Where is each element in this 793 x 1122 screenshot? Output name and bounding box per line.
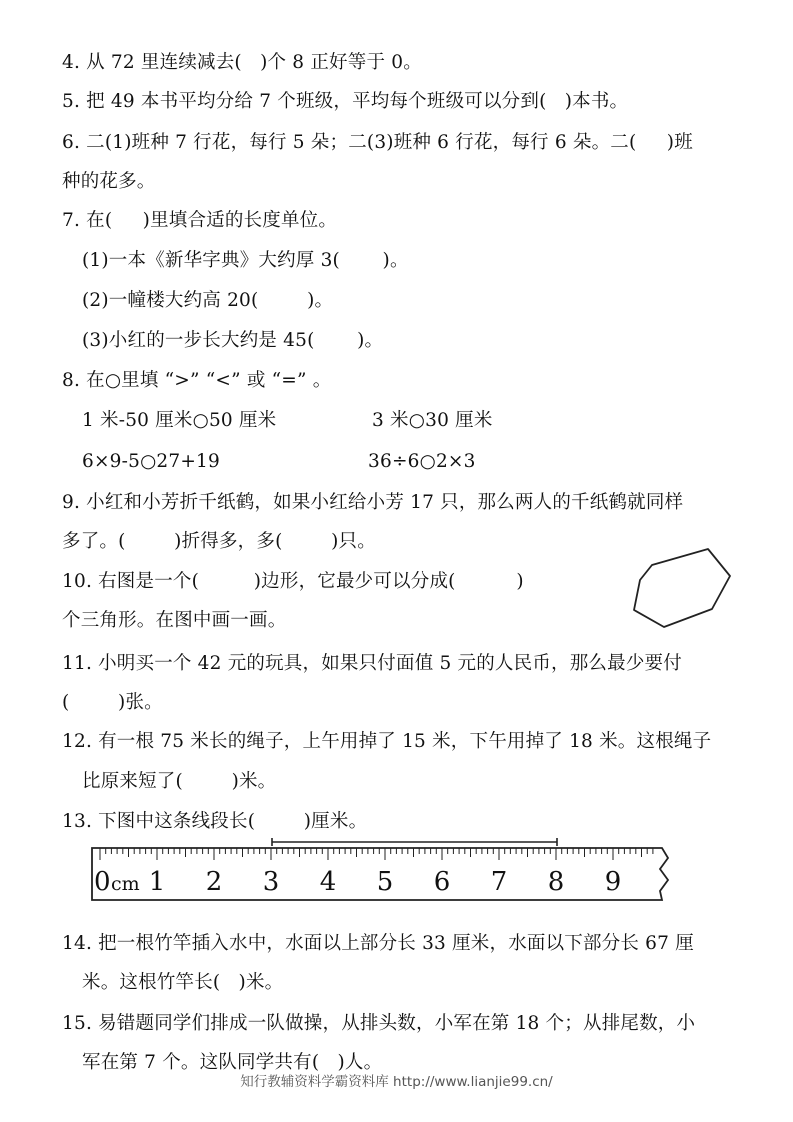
question-8-d: 36÷6○2×3 xyxy=(368,451,476,472)
line-segment xyxy=(272,838,557,846)
question-12-line-2: 比原来短了( )米。 xyxy=(82,771,277,792)
question-7: 7. 在( )里填合适的长度单位。 xyxy=(62,210,338,231)
question-6-line-2: 种的花多。 xyxy=(62,171,156,192)
question-7-2: (2)一幢楼大约高 20( )。 xyxy=(82,290,334,311)
question-7-1: (1)一本《新华字典》大约厚 3( )。 xyxy=(82,250,409,271)
question-13: 13. 下图中这条线段长( )厘米。 xyxy=(62,811,368,832)
question-6-line-1: 6. 二(1)班种 7 行花，每行 5 朵；二(3)班种 6 行花，每行 6 朵。二( )班 xyxy=(62,132,693,153)
ruler-number-5: 5 xyxy=(376,867,394,897)
question-11-line-2: ( )张。 xyxy=(62,692,163,713)
question-14-line-2: 米。这根竹竿长( )米。 xyxy=(82,972,284,993)
question-8-b: 3 米○30 厘米 xyxy=(372,410,493,431)
question-12-line-1: 12. 有一根 75 米长的绳子，上午用掉了 15 米，下午用掉了 18 米。这根绳子 xyxy=(62,731,712,752)
question-9-line-2: 多了。( )折得多，多( )只。 xyxy=(62,531,376,552)
question-4: 4. 从 72 里连续减去( )个 8 正好等于 0。 xyxy=(62,52,422,73)
ruler-zero-label: 0 xyxy=(94,867,111,897)
ruler-number-3: 3 xyxy=(262,867,280,897)
question-8-c: 6×9-5○27+19 xyxy=(82,451,220,472)
question-15-line-2: 军在第 7 个。这队同学共有( )人。 xyxy=(82,1052,383,1073)
ruler-number-1: 1 xyxy=(148,867,166,897)
question-8: 8. 在○里填 “>” “<” 或 “=” 。 xyxy=(62,370,332,391)
ruler-number-2: 2 xyxy=(205,867,223,897)
ruler-number-7: 7 xyxy=(490,867,508,897)
ruler-number-9: 9 xyxy=(604,867,622,897)
question-5: 5. 把 49 本书平均分给 7 个班级，平均每个班级可以分到( )本书。 xyxy=(62,91,629,112)
ruler-number-6: 6 xyxy=(433,867,451,897)
question-15-line-1: 15. 易错题同学们排成一队做操，从排头数，小军在第 18 个；从排尾数，小 xyxy=(62,1013,696,1034)
question-10-line-2: 个三角形。在图中画一画。 xyxy=(62,610,287,631)
question-7-3: (3)小红的一步长大约是 45( )。 xyxy=(82,330,384,351)
ruler-unit-label: cm xyxy=(111,873,140,895)
question-10-line-1: 10. 右图是一个( )边形，它最少可以分成( ) xyxy=(62,571,524,592)
footer-watermark: 知行教辅资料学霸资料库 http://www.lianjie99.cn/ xyxy=(240,1074,553,1090)
ruler-numbers xyxy=(149,867,622,897)
ruler-number-4: 4 xyxy=(319,867,337,897)
question-8-a: 1 米-50 厘米○50 厘米 xyxy=(82,410,277,431)
question-9-line-1: 9. 小红和小芳折千纸鹤，如果小红给小芳 17 只，那么两人的千纸鹤就同样 xyxy=(62,492,684,513)
ruler-number-8: 8 xyxy=(547,867,565,897)
question-11-line-1: 11. 小明买一个 42 元的玩具，如果只付面值 5 元的人民币，那么最少要付 xyxy=(62,653,682,674)
question-14-line-1: 14. 把一根竹竿插入水中，水面以上部分长 33 厘米，水面以下部分长 67 厘 xyxy=(62,933,694,954)
